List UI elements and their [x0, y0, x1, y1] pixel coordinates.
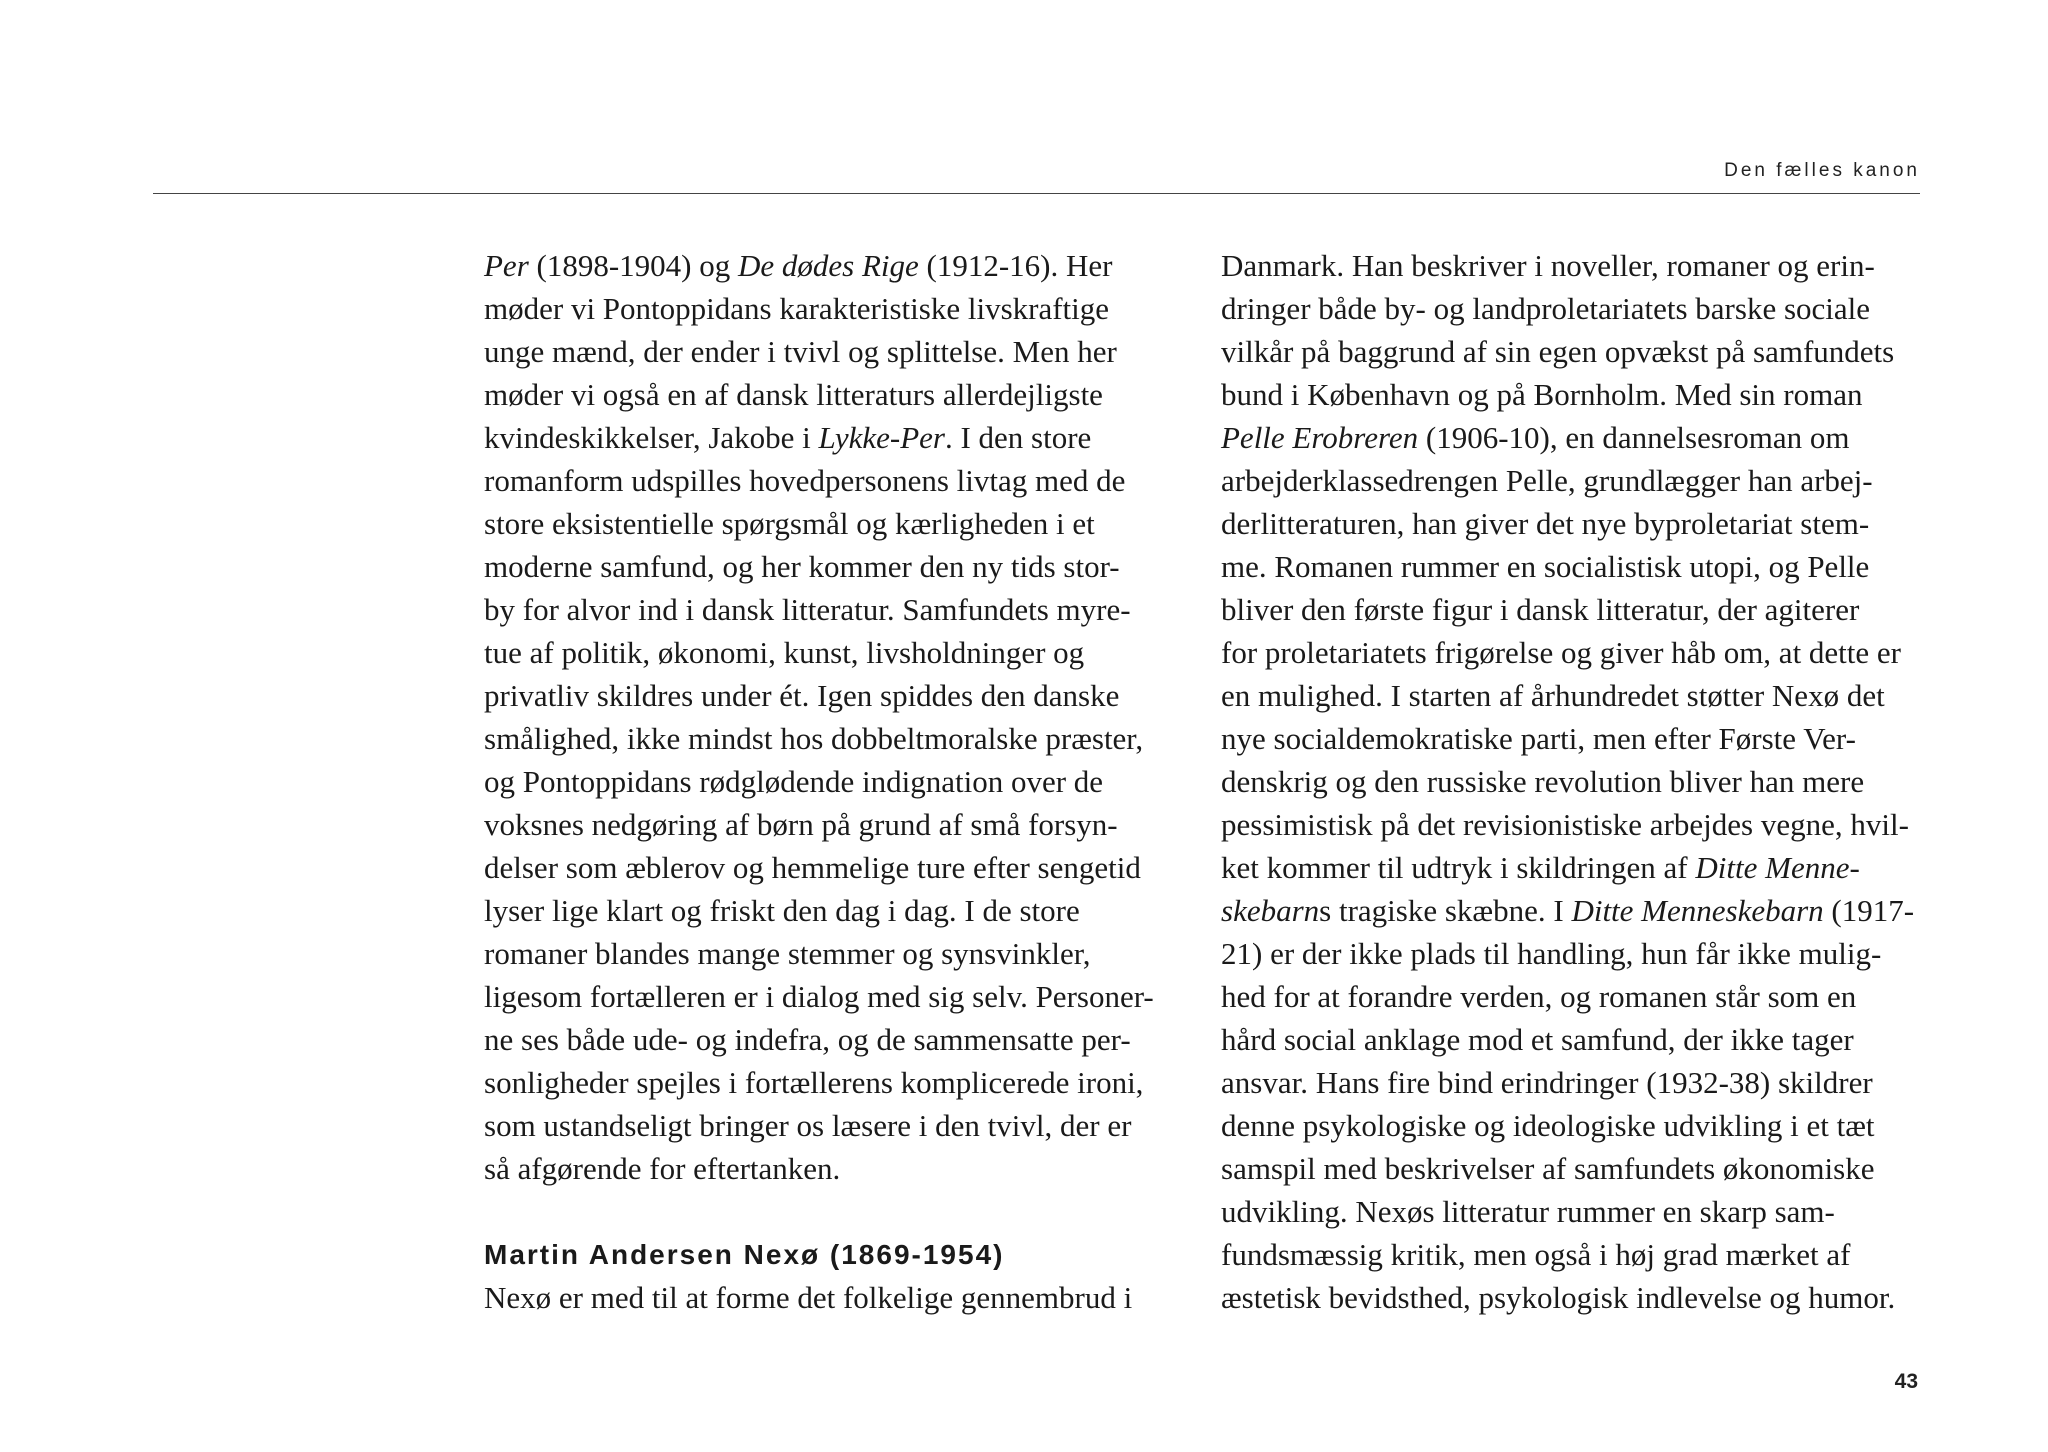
italic-title: Ditte Menneskebarn	[1571, 893, 1824, 928]
text-line	[484, 1061, 1174, 1104]
text-run: dringer både by- og landproletariatets barske sociale	[1221, 291, 1871, 326]
section-heading: Martin Andersen Nexø (1869-1954)	[484, 1239, 1005, 1270]
text-run: (1906-10), en dannelsesroman om	[1418, 420, 1850, 455]
text-line	[1221, 330, 1921, 373]
text-line	[1221, 1276, 1921, 1319]
text-run: ket kommer til udtryk i skildringen af	[1221, 850, 1696, 885]
text-line	[1221, 803, 1921, 846]
text-line	[484, 1276, 1174, 1319]
text-line	[1221, 717, 1921, 760]
text-run: unge mænd, der ender i tvivl og splittelse. Men her	[484, 334, 1117, 369]
text-run: møder vi Pontoppidans karakteristiske livskraftige	[484, 291, 1110, 326]
text-run: (1917-	[1823, 893, 1915, 928]
text-run: moderne samfund, og her kommer den ny tids stor-	[484, 549, 1120, 584]
text-line	[1221, 545, 1921, 588]
text-run: nye socialdemokratiske parti, men efter Første Ver-	[1221, 721, 1856, 756]
text-line	[1221, 631, 1921, 674]
italic-title: De dødes Rige	[738, 248, 919, 283]
text-run: denne psykologiske og ideologiske udvikling i et tæt	[1221, 1108, 1875, 1143]
text-line	[1221, 760, 1921, 803]
text-run: for proletariatets frigørelse og giver håb om, at dette er	[1221, 635, 1902, 670]
text-line	[484, 287, 1174, 330]
text-line	[484, 889, 1174, 932]
text-line	[484, 588, 1174, 631]
text-run: bund i København og på Bornholm. Med sin roman	[1221, 377, 1863, 412]
left-body-text	[484, 244, 1174, 1190]
text-run: denskrig og den russiske revolution bliver han mere	[1221, 764, 1865, 799]
text-run: (1912-16). Her	[918, 248, 1113, 283]
text-run: vilkår på baggrund af sin egen opvækst på samfundets	[1221, 334, 1895, 369]
text-run: Nexø er med til at forme det folkelige gennembrud i	[484, 1280, 1133, 1315]
text-line	[484, 502, 1174, 545]
text-line	[1221, 889, 1921, 932]
text-line	[1221, 674, 1921, 717]
text-run: møder vi også en af dansk litteraturs allerdejligste	[484, 377, 1103, 412]
text-line	[484, 932, 1174, 975]
text-run: by for alvor ind i dansk litteratur. Samfundets myre-	[484, 592, 1131, 627]
text-line	[1221, 1104, 1921, 1147]
text-line	[1221, 1018, 1921, 1061]
italic-title: Lykke-Per	[818, 420, 945, 455]
text-run: samspil med beskrivelser af samfundets økonomiske	[1221, 1151, 1875, 1186]
text-line	[1221, 846, 1921, 889]
text-line	[484, 330, 1174, 373]
text-run: fundsmæssig kritik, men også i høj grad mærket af	[1221, 1237, 1851, 1272]
text-run: og Pontoppidans rødglødende indignation over de	[484, 764, 1104, 799]
right-text-column	[1221, 244, 1921, 1319]
italic-title: Ditte Menne-	[1695, 850, 1860, 885]
text-line	[1221, 588, 1921, 631]
text-line	[1221, 287, 1921, 330]
text-run: hård social anklage mod et samfund, der ikke tager	[1221, 1022, 1854, 1057]
page-number: 43	[1894, 1370, 1918, 1393]
text-line	[484, 674, 1174, 717]
text-run: romanform udspilles hovedpersonens livtag med de	[484, 463, 1126, 498]
text-run: som ustandseligt bringer os læsere i den tvivl, der er	[484, 1108, 1132, 1143]
text-run: udvikling. Nexøs litteratur rummer en skarp sam-	[1221, 1194, 1835, 1229]
text-line	[484, 631, 1174, 674]
text-line	[1221, 932, 1921, 975]
text-run: . I den store	[944, 420, 1092, 455]
text-run: tue af politik, økonomi, kunst, livsholdninger og	[484, 635, 1085, 670]
text-run: lyser lige klart og friskt den dag i dag. I de store	[484, 893, 1080, 928]
right-body-text	[1221, 244, 1921, 1319]
italic-title: Pelle Erobreren	[1221, 420, 1419, 455]
italic-title: skebarn	[1221, 893, 1320, 928]
text-run: Danmark. Han beskriver i noveller, romaner og erin-	[1221, 248, 1875, 283]
text-line	[484, 846, 1174, 889]
left-body-text-continued	[484, 1276, 1174, 1319]
text-run: arbejderklassedrengen Pelle, grundlægger han arbej-	[1221, 463, 1873, 498]
text-line	[1221, 244, 1921, 287]
text-run: s tragiske skæbne. I	[1319, 893, 1572, 928]
text-line	[1221, 416, 1921, 459]
text-run: pessimistisk på det revisionistiske arbejdes vegne, hvil-	[1221, 807, 1909, 842]
text-line	[1221, 373, 1921, 416]
header-rule	[153, 193, 1920, 194]
text-line	[1221, 459, 1921, 502]
text-run: delser som æblerov og hemmelige ture efter sengetid	[484, 850, 1141, 885]
text-line	[484, 244, 1174, 287]
text-run: ne ses både ude- og indefra, og de sammensatte per-	[484, 1022, 1131, 1057]
italic-title: Per	[484, 248, 529, 283]
text-line	[1221, 1061, 1921, 1104]
text-run: æstetisk bevidsthed, psykologisk indlevelse og humor.	[1221, 1280, 1896, 1315]
text-line	[484, 717, 1174, 760]
text-run: romaner blandes mange stemmer og synsvinkler,	[484, 936, 1091, 971]
text-line	[484, 545, 1174, 588]
text-line	[484, 803, 1174, 846]
text-line	[484, 1147, 1174, 1190]
text-run: smålighed, ikke mindst hos dobbeltmoralske præster,	[484, 721, 1144, 756]
text-run: så afgørende for eftertanken.	[484, 1151, 841, 1186]
text-line	[484, 760, 1174, 803]
text-run: kvindeskikkelser, Jakobe i	[484, 420, 819, 455]
text-run: 21) er der ikke plads til handling, hun får ikke mulig-	[1221, 936, 1882, 971]
text-run: (1898-1904) og	[528, 248, 738, 283]
text-line	[484, 975, 1174, 1018]
text-line	[1221, 1233, 1921, 1276]
text-line	[1221, 1190, 1921, 1233]
text-run: hed for at forandre verden, og romanen står som en	[1221, 979, 1857, 1014]
paragraph-gap	[484, 1190, 1174, 1233]
text-line	[1221, 1147, 1921, 1190]
text-line	[1221, 502, 1921, 545]
text-run: me. Romanen rummer en socialistisk utopi, og Pelle	[1221, 549, 1870, 584]
text-run: ansvar. Hans fire bind erindringer (1932-38) skildrer	[1221, 1065, 1873, 1100]
left-text-column	[484, 244, 1174, 1319]
running-header-title: Den fælles kanon	[1724, 160, 1920, 181]
text-run: voksnes nedgøring af børn på grund af små forsyn-	[484, 807, 1118, 842]
text-run: ligesom fortælleren er i dialog med sig selv. Personer-	[484, 979, 1154, 1014]
text-run: derlitteraturen, han giver det nye byproletariat stem-	[1221, 506, 1870, 541]
text-line	[484, 1104, 1174, 1147]
text-run: en mulighed. I starten af århundredet støtter Nexø det	[1221, 678, 1885, 713]
text-line	[484, 373, 1174, 416]
text-line	[484, 1018, 1174, 1061]
text-line	[1221, 975, 1921, 1018]
text-run: store eksistentielle spørgsmål og kærligheden i et	[484, 506, 1095, 541]
text-run: sonligheder spejles i fortællerens komplicerede ironi,	[484, 1065, 1144, 1100]
text-run: privatliv skildres under ét. Igen spiddes den danske	[484, 678, 1120, 713]
text-line	[484, 459, 1174, 502]
text-line	[484, 416, 1174, 459]
text-run: bliver den første figur i dansk litteratur, der agiterer	[1221, 592, 1860, 627]
